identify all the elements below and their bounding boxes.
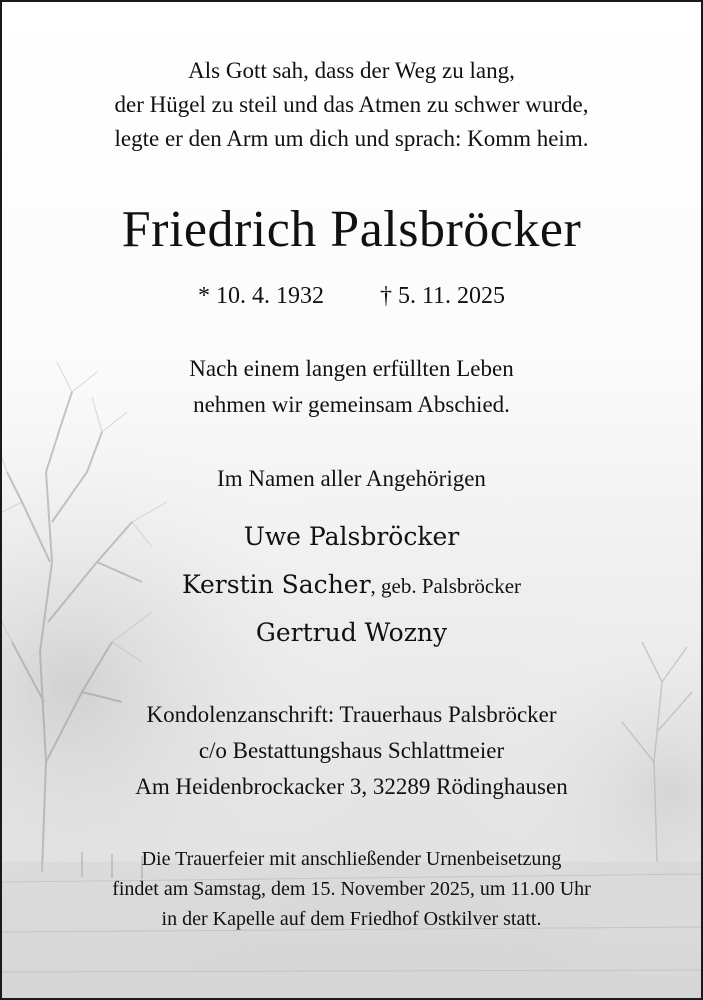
- verse-line-1: Als Gott sah, dass der Weg zu lang,: [188, 58, 515, 83]
- death-date: † 5. 11. 2025: [379, 283, 506, 309]
- mourner-name: Kerstin Sacher: [181, 570, 371, 599]
- farewell-line-2: nehmen wir gemeinsam Abschied.: [193, 392, 510, 417]
- mourners-intro: Im Namen aller Angehörigen: [217, 466, 486, 491]
- deceased-name: Friedrich Palsbröcker: [121, 201, 582, 258]
- mourner-3: [2, 613, 701, 653]
- condolence-address-line-3: Am Heidenbrockacker 3, 32289 Rödinghausen: [135, 774, 568, 799]
- condolence-address-line-2: c/o Bestattungshaus Schlattmeier: [198, 738, 505, 763]
- mourner-suffix: , geb. Palsbröcker: [370, 574, 522, 598]
- mourner-name: Gertrud Wozny: [255, 618, 448, 647]
- birth-date: * 10. 4. 1932: [197, 283, 324, 309]
- mourner-2: [2, 565, 701, 606]
- condolence-address-line-1: Kondolenzanschrift: Trauerhaus Palsbröcker: [146, 702, 557, 727]
- mourner-1: [2, 517, 701, 557]
- verse-line-3: legte er den Arm um dich und sprach: Komm heim.: [114, 126, 589, 151]
- farewell-line-1: Nach einem langen erfüllten Leben: [189, 356, 514, 381]
- mourner-name: Uwe Palsbröcker: [243, 522, 460, 551]
- verse-line-2: der Hügel zu steil und das Atmen zu schwer wurde,: [114, 92, 589, 117]
- service-line-3: in der Kapelle auf dem Friedhof Ostkilver statt.: [161, 908, 542, 930]
- service-line-1: Die Trauerfeier mit anschließender Urnenbeisetzung: [141, 848, 562, 870]
- life-dates: [2, 281, 701, 311]
- service-line-2: findet am Samstag, dem 15. November 2025, um 11.00 Uhr: [112, 878, 591, 900]
